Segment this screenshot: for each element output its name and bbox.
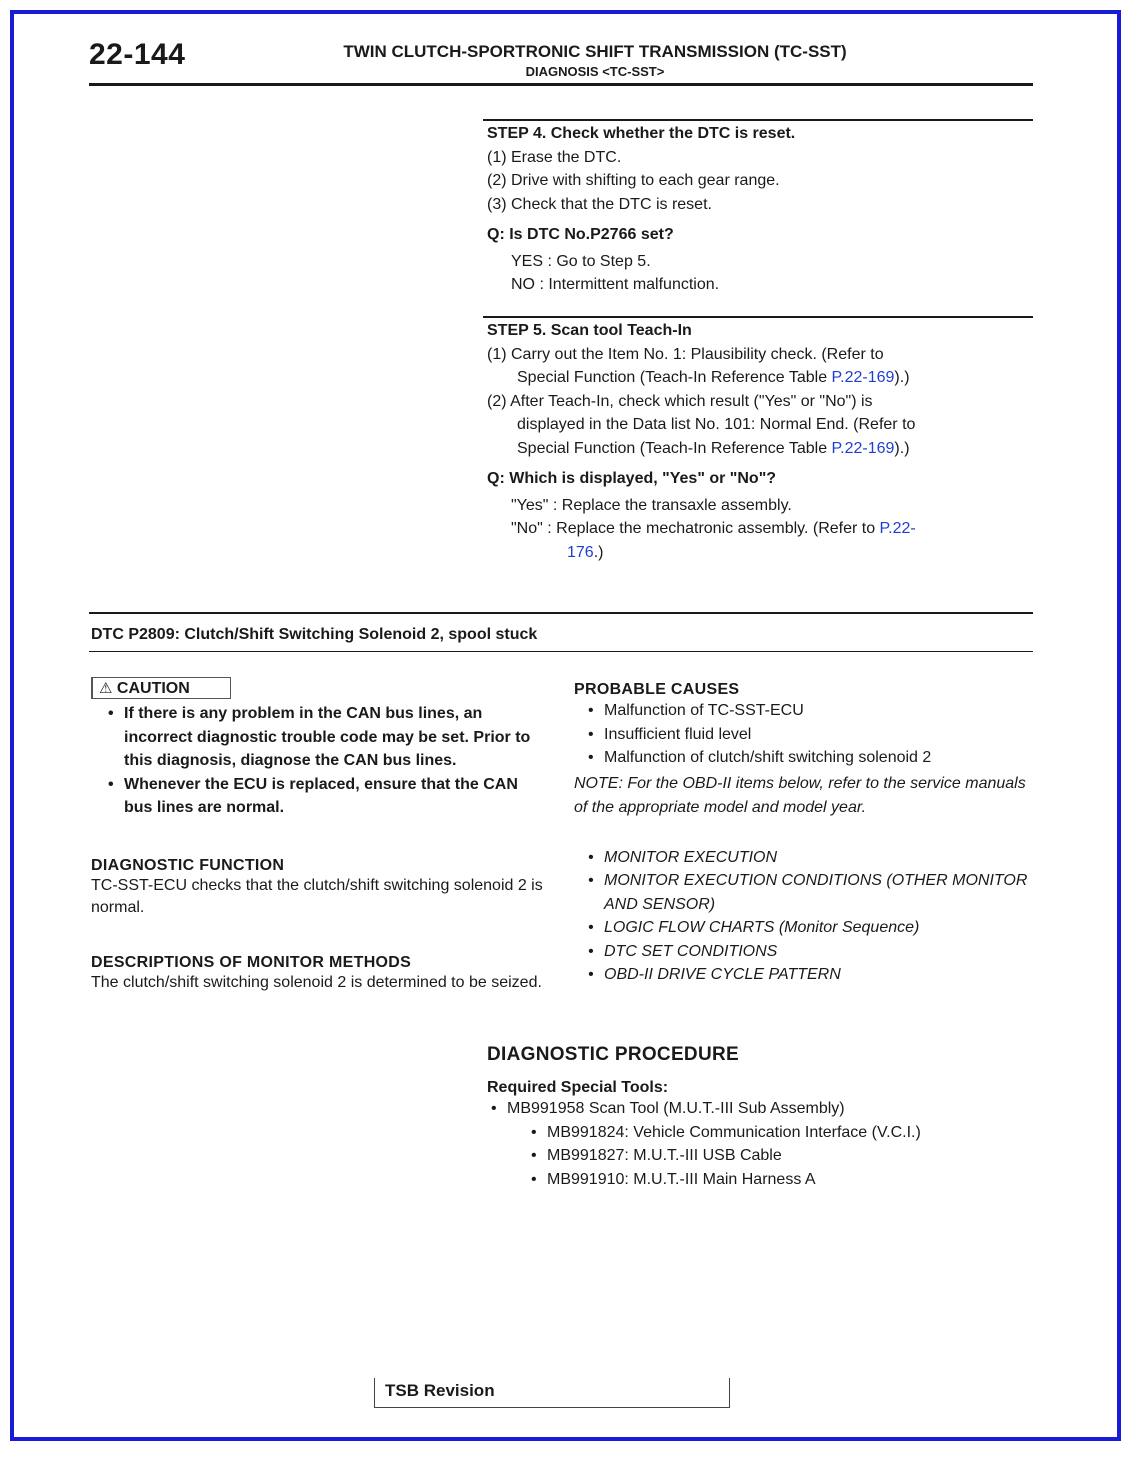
tool-sub-item: • MB991910: M.U.T.-III Main Harness A <box>517 1168 1032 1192</box>
probable-causes-section <box>574 681 1034 987</box>
caution-list <box>94 702 549 820</box>
probable-causes-heading: PROBABLE CAUSES <box>574 681 740 698</box>
step5-yes: "Yes" : Replace the transaxle assembly. <box>511 496 792 514</box>
tsb-revision-label: TSB Revision <box>385 1381 495 1400</box>
step5-question: Q: Which is displayed, "Yes" or "No"? <box>487 470 777 487</box>
step4-question: Q: Is DTC No.P2766 set? <box>487 226 674 243</box>
ref-link-p22-176-cont[interactable]: 176 <box>567 543 594 561</box>
ref-link-p22-169[interactable]: P.22-169 <box>831 369 895 386</box>
step4-item-1: (1) Erase the DTC. <box>487 148 622 166</box>
caution-item: • Whenever the ECU is replaced, ensure that the CAN bus lines are normal. <box>94 773 549 820</box>
tool-item-main: • MB991958 Scan Tool (M.U.T.-III Sub Assembly) <box>477 1097 1032 1121</box>
step4-item-3: (3) Check that the DTC is reset. <box>487 195 712 213</box>
step4-yes: YES : Go to Step 5. <box>511 252 651 270</box>
step4-rule <box>483 119 1033 121</box>
dtc-title: DTC P2809: Clutch/Shift Switching Solenoid 2, spool stuck <box>91 626 538 643</box>
page-number: 22-144 <box>89 38 186 71</box>
obd-item: • DTC SET CONDITIONS <box>574 940 1034 964</box>
ref-link-p22-169-2[interactable]: P.22-169 <box>831 439 895 457</box>
step5-block: STEP 5. Scan tool Teach-In (1) Carry out the Item No. 1: Plausibility check. (Refer to Special Function (Teach-In Reference Table P.22-169).) (2) After Teach-In, check which result ("Yes" or "No") is displayed in the Data list No. 101: Normal End. (Refer to Special Function (Teach-In Reference Table P.22-169).) Q: Which is displayed, "Yes" or "No"? "Yes" : Replace the transaxle assembly. "No" : Replace the mechatronic assembly. (Refer to P.22- 176.) <box>487 319 1032 564</box>
diagnostic-function-text: TC-SST-ECU checks that the clutch/shift switching solenoid 2 is normal. <box>91 877 543 916</box>
ref-link-p22-176[interactable]: P.22- <box>879 520 916 537</box>
obd-item: • LOGIC FLOW CHARTS (Monitor Sequence) <box>574 916 1034 940</box>
dtc-rule-top <box>89 612 1033 614</box>
special-tools-heading: Required Special Tools: <box>487 1079 669 1096</box>
obd-note: NOTE: For the OBD-II items below, refer to the service manuals of the appropriate model and model year. <box>574 774 1026 816</box>
obd-item: • MONITOR EXECUTION <box>574 846 1034 870</box>
page-title: TWIN CLUTCH-SPORTRONIC SHIFT TRANSMISSION (TC-SST) <box>343 42 847 61</box>
step4-no: NO : Intermittent malfunction. <box>511 276 720 293</box>
obd-item: • OBD-II DRIVE CYCLE PATTERN <box>574 963 1034 987</box>
dtc-rule-bottom <box>89 651 1033 652</box>
step5-heading: STEP 5. Scan tool Teach-In <box>487 322 692 339</box>
obd-item: • MONITOR EXECUTION CONDITIONS (OTHER MONITOR AND SENSOR) <box>574 869 1034 916</box>
step5-item-1: (1) Carry out the Item No. 1: Plausibility check. (Refer to Special Function (Teach-In Reference Table P.22-169).) <box>487 345 910 386</box>
diagnostic-function-section <box>91 857 546 919</box>
monitor-methods-section <box>91 954 551 994</box>
cause-item: • Insufficient fluid level <box>574 723 1034 747</box>
step4-heading: STEP 4. Check whether the DTC is reset. <box>487 125 796 142</box>
monitor-methods-heading: DESCRIPTIONS OF MONITOR METHODS <box>91 954 412 971</box>
warning-triangle-icon: ⚠ <box>99 680 113 697</box>
header-rule <box>89 83 1033 86</box>
monitor-methods-text: The clutch/shift switching solenoid 2 is determined to be seized. <box>91 974 542 991</box>
diagnostic-procedure-heading: DIAGNOSTIC PROCEDURE <box>487 1044 739 1065</box>
page-subtitle: DIAGNOSIS <TC-SST> <box>525 64 665 79</box>
step4-block <box>487 122 1032 297</box>
diagnostic-procedure-section <box>487 1044 1032 1191</box>
step5-item-2: (2) After Teach-In, check which result ("Yes" or "No") is displayed in the Data list No. 101: Normal End. (Refer to Special Function (Teach-In Reference Table P.22-169).) <box>487 392 916 457</box>
tool-sub-item: • MB991824: Vehicle Communication Interface (V.C.I.) <box>517 1121 1032 1145</box>
tool-sub-item: • MB991827: M.U.T.-III USB Cable <box>517 1144 1032 1168</box>
cause-item: • Malfunction of clutch/shift switching solenoid 2 <box>574 746 1034 770</box>
tsb-revision-box <box>374 1378 730 1408</box>
step5-rule <box>483 316 1033 318</box>
step5-no: "No" : Replace the mechatronic assembly. (Refer to <box>511 520 880 537</box>
cause-item: • Malfunction of TC-SST-ECU <box>574 699 1034 723</box>
diagnostic-function-heading: DIAGNOSTIC FUNCTION <box>91 857 285 874</box>
caution-item: • If there is any problem in the CAN bus lines, an incorrect diagnostic trouble code may be set. Prior to this diagnosis, diagnose the CAN bus lines. <box>94 702 549 773</box>
step4-item-2: (2) Drive with shifting to each gear range. <box>487 172 780 189</box>
caution-label-box: ⚠ CAUTION <box>91 677 231 699</box>
